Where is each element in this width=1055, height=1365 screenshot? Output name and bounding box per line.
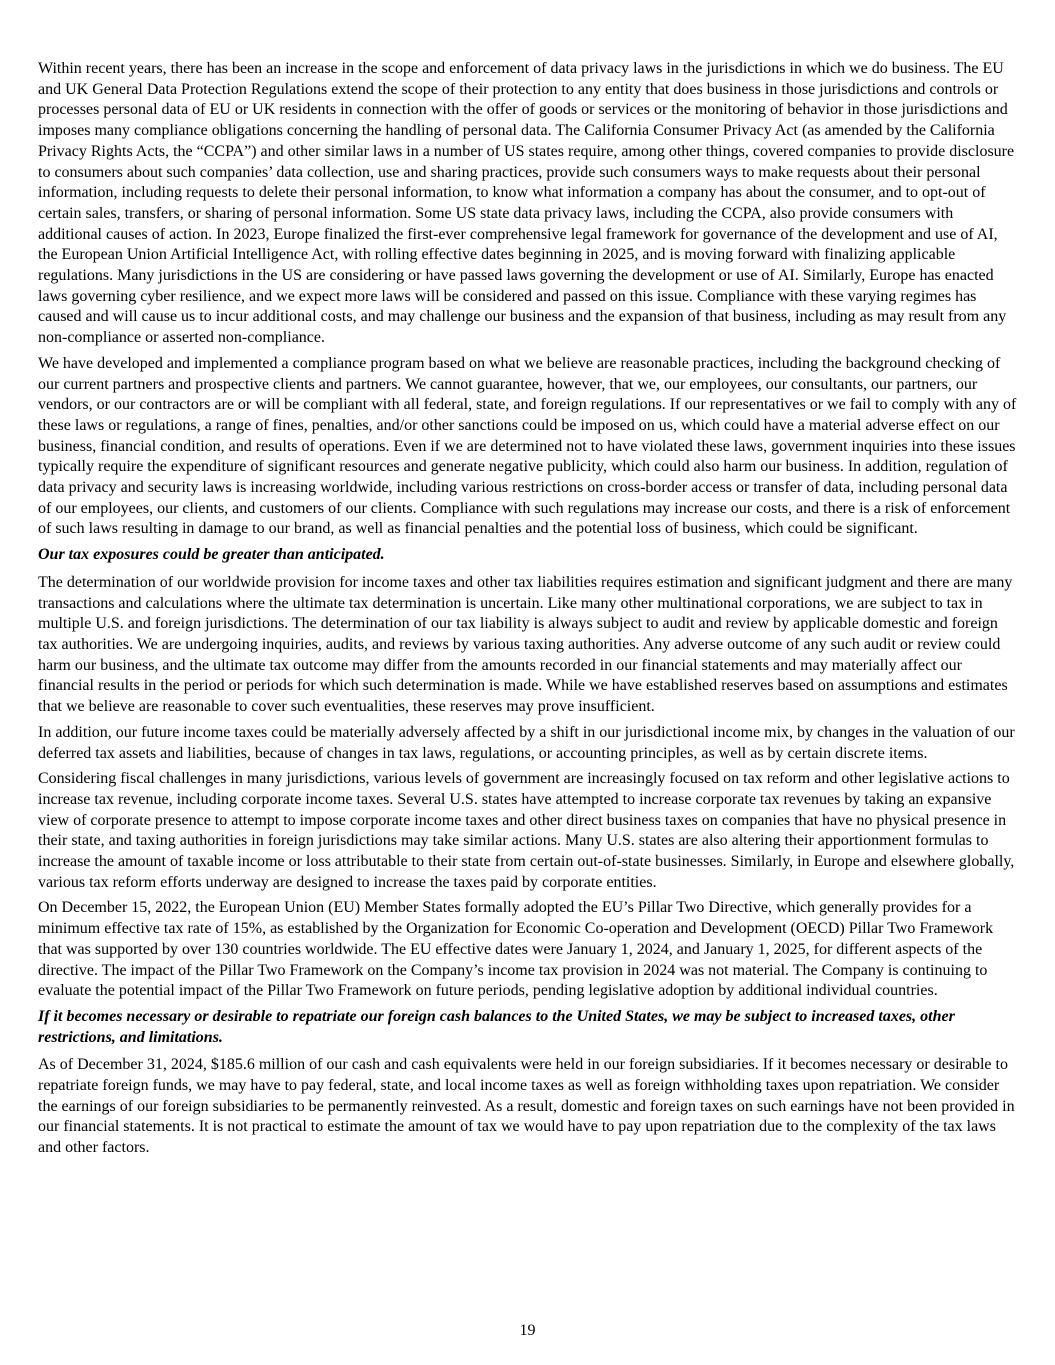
page-number: 19	[519, 1322, 536, 1339]
section-heading-repatriation: If it becomes necessary or desirable to repatriate our foreign cash balances to the United States, we may be subject to increased taxes, other restrictions, and limitations.	[38, 1007, 955, 1046]
paragraph-compliance-program: We have developed and implemented a compliance program based on what we believe are reasonable practices, including the background checking of our current partners and prospective clients and partners. We cannot guarantee, however, that we, our employees, our consultants, our partners, our vendors, or our contractors are or will be compliant with all federal, state, and foreign regulations. If our representatives or we fail to comply with any of these laws or regulations, a range of fines, penalties, and/or other sanctions could be imposed on us, which could have a material adverse effect on our business, financial condition, and results of operations. Even if we are determined not to have violated these laws, government inquiries into these issues typically require the expenditure of significant resources and generate negative publicity, which could also harm our business. In addition, regulation of data privacy and security laws is increasing worldwide, including various restrictions on cross-border access or transfer of data, including personal data of our employees, our clients, and customers of our clients. Compliance with such regulations may increase our costs, and there is a risk of enforcement of such laws resulting in damage to our brand, as well as financial penalties and the potential loss of business, which could be significant.	[38, 354, 1017, 538]
paragraph-foreign-cash: As of December 31, 2024, $185.6 million of our cash and cash equivalents were held in our foreign subsidiaries. If it becomes necessary or desirable to repatriate foreign funds, we may have to pay federal, state, and local income taxes as well as foreign withholding taxes upon repatriation. We consider the earnings of our foreign subsidiaries to be permanently reinvested. As a result, domestic and foreign taxes on such earnings have not been provided in our financial statements. It is not practical to estimate the amount of tax we would have to pay upon repatriation due to the complexity of the tax laws and other factors.	[38, 1056, 1015, 1157]
paragraph-future-income-taxes: In addition, our future income taxes could be materially adversely affected by a shift in our jurisdictional income mix, by changes in the valuation of our deferred tax assets and liabilities, because of changes in tax laws, regulations, or accounting principles, as well as by certain discrete items.	[38, 723, 1015, 762]
paragraph-pillar-two: On December 15, 2022, the European Union (EU) Member States formally adopted the EU’s Pillar Two Directive, which generally provides for a minimum effective tax rate of 15%, as established by the Organization for Economic Co-operation and Development (OECD) Pillar Two Framework that was supported by over 130 countries worldwide. The EU effective dates were January 1, 2024, and January 1, 2025, for different aspects of the directive. The impact of the Pillar Two Framework on the Company’s income tax provision in 2024 was not material. The Company is continuing to evaluate the potential impact of the Pillar Two Framework on future periods, pending legislative adoption by additional individual countries.	[38, 899, 994, 1000]
paragraph-tax-determination: The determination of our worldwide provision for income taxes and other tax liabilities requires estimation and significant judgment and there are many transactions and calculations where the ultimate tax determination is uncertain. Like many other multinational corporations, we are subject to tax in multiple U.S. and foreign jurisdictions. The determination of our tax liability is always subject to audit and review by applicable domestic and foreign tax authorities. We are undergoing inquiries, audits, and reviews by various taxing authorities. Any adverse outcome of any such audit or review could harm our business, and the ultimate tax outcome may differ from the amounts recorded in our financial statements and may materially affect our financial results in the period or periods for which such determination is made. While we have established reserves based on assumptions and estimates that we believe are reasonable to cover such eventualities, these reserves may prove insufficient.	[38, 573, 1013, 716]
paragraph-fiscal-challenges: Considering fiscal challenges in many jurisdictions, various levels of government are increasingly focused on tax reform and other legislative actions to increase tax revenue, including corporate income taxes. Several U.S. states have attempted to increase corporate tax revenues by taking an expansive view of corporate presence to attempt to impose corporate income taxes and other direct business taxes on companies that have no physical presence in their state, and taxing authorities in foreign jurisdictions may take similar actions. Many U.S. states are also altering their apportionment formulas to increase the amount of taxable income or loss attributable to their state from certain out-of-state businesses. Similarly, in Europe and elsewhere globally, various tax reform efforts underway are designed to increase the taxes paid by corporate entities.	[38, 770, 1015, 891]
paragraph-data-privacy: Within recent years, there has been an increase in the scope and enforcement of data privacy laws in the jurisdictions in which we do business. The EU and UK General Data Protection Regulations extend the scope of their protection to any entity that does business in those jurisdictions and controls or processes personal data of EU or UK residents in connection with the offer of goods or services or the monitoring of behavior in those jurisdictions and imposes many compliance obligations concerning the handling of personal data. The California Consumer Privacy Act (as amended by the California Privacy Rights Acts, the “CCPA”) and other similar laws in a number of US states require, among other things, covered companies to provide disclosure to consumers about such companies’ data collection, use and sharing practices, provide such consumers ways to make requests about their personal information, including requests to delete their personal information, to know what information a company has about the consumer, and to opt-out of certain sales, transfers, or sharing of personal information. Some US state data privacy laws, including the CCPA, also provide consumers with additional causes of action. In 2023, Europe finalized the first-ever comprehensive legal framework for governance of the development and use of AI, the European Union Artificial Intelligence Act, with rolling effective dates beginning in 2025, and is moving forward with finalizing applicable regulations. Many jurisdictions in the US are considering or have passed laws governing the development or use of AI. Similarly, Europe has enacted laws governing cyber resilience, and we expect more laws will be considered and passed on this issue. Compliance with these varying regimes has caused and will cause us to incur additional costs, and may challenge our business and the expansion of that business, including as may result from any non-compliance or asserted non-compliance.	[38, 60, 1015, 347]
section-heading-tax-exposures: Our tax exposures could be greater than anticipated.	[38, 546, 385, 564]
document-body	[38, 59, 1018, 1164]
